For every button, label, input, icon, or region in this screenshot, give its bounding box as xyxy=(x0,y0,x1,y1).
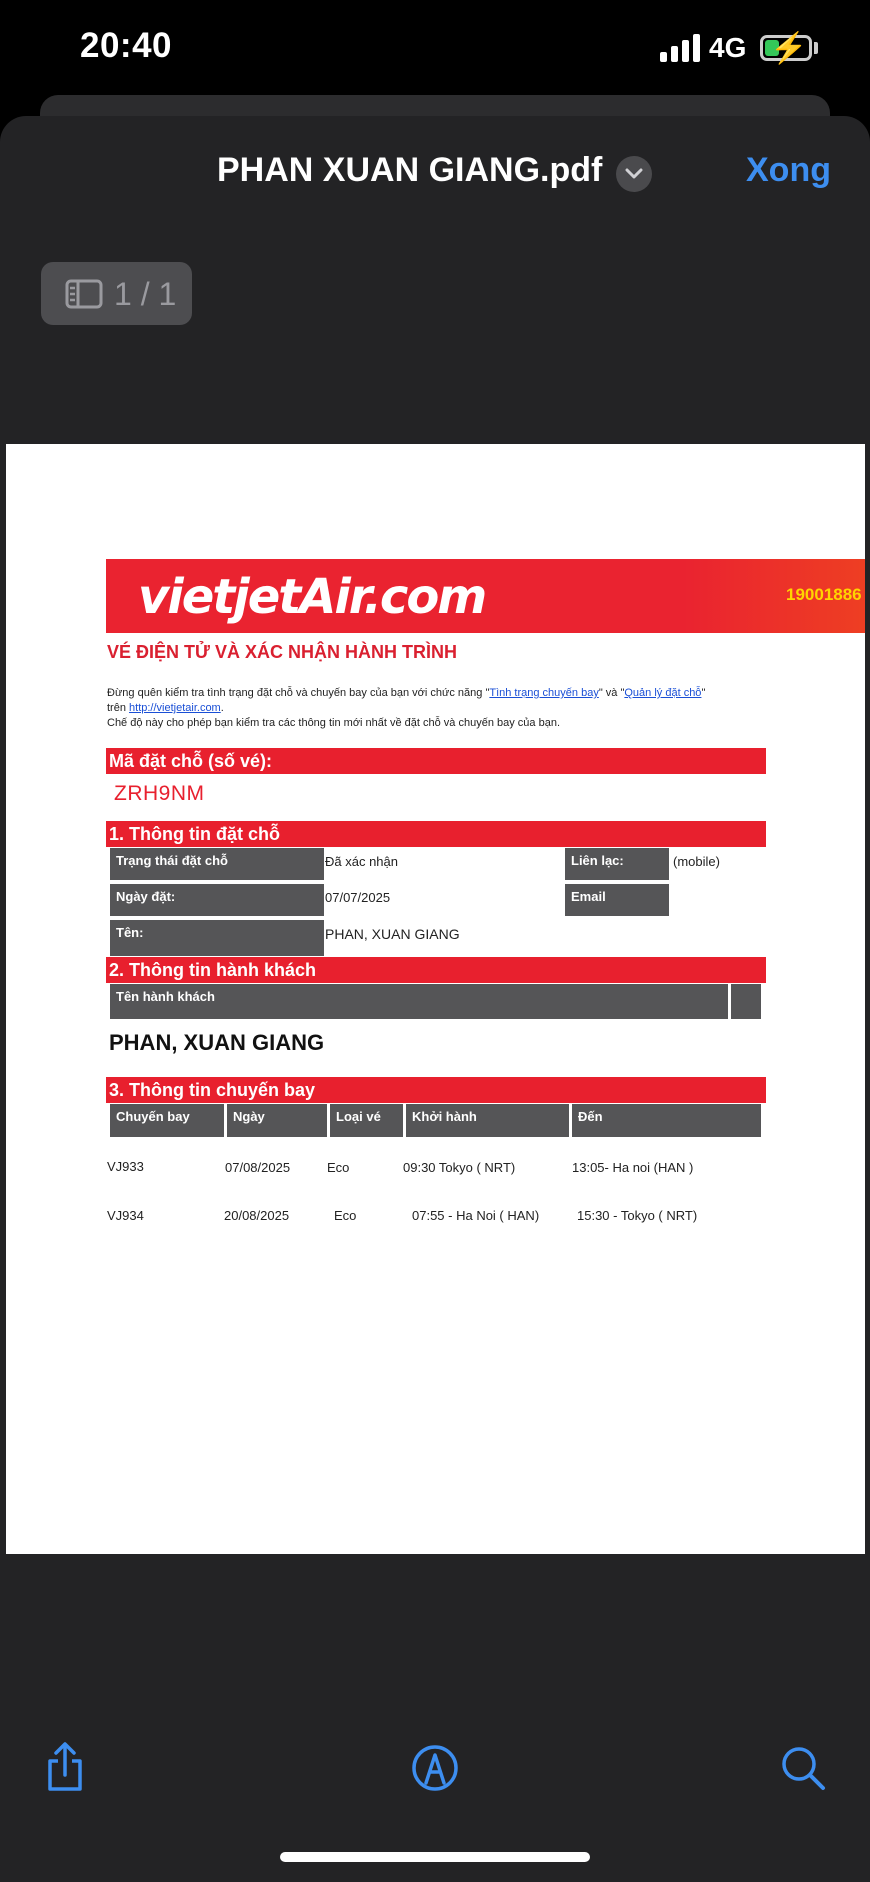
vietjet-logo: vietjetAir.com xyxy=(138,569,486,625)
markup-icon[interactable] xyxy=(412,1745,458,1791)
name-value: PHAN, XUAN GIANG xyxy=(325,926,460,942)
arrival: 15:30 - Tokyo ( NRT) xyxy=(577,1208,698,1223)
booking-date-value: 07/07/2025 xyxy=(325,890,391,905)
chevron-down-icon xyxy=(625,167,643,181)
title-menu-button[interactable] xyxy=(616,156,652,192)
booking-date-label: Ngày đặt: xyxy=(110,884,324,916)
manage-booking-link[interactable]: Quản lý đặt chỗ xyxy=(624,687,702,699)
email-label: Email xyxy=(565,884,669,916)
name-label: Tên: xyxy=(110,920,324,956)
header-fare: Loại vé xyxy=(330,1104,403,1137)
intro-text: Đừng quên kiểm tra tình trạng đặt chỗ và chuyến bay của bạn với chức năng "Tình trạng chuyến bay" và "Quản lý đặt chỗ" trên http://vietjetair.com. Chế độ này cho phép bạn kiểm tra các thông tin mới nhất về đặt chỗ và chuyến bay của bạn. xyxy=(107,687,706,729)
status-label: Trạng thái đặt chỗ xyxy=(110,848,324,880)
flight-status-link[interactable]: Tình trạng chuyến bay xyxy=(489,687,599,699)
header-arrival: Đến xyxy=(572,1104,761,1137)
flight-number: VJ934 xyxy=(107,1208,144,1223)
departure: 07:55 - Ha Noi ( HAN) xyxy=(412,1208,540,1223)
status-value: Đã xác nhận xyxy=(325,854,398,869)
header-departure: Khởi hành xyxy=(406,1104,569,1137)
booking-code-section: Mã đặt chỗ (số vé): xyxy=(106,748,766,774)
flight-date: 07/08/2025 xyxy=(225,1160,291,1175)
charging-bolt-icon: ⚡ xyxy=(770,32,808,65)
header-date: Ngày xyxy=(227,1104,327,1137)
section-booking-info: 1. Thông tin đặt chỗ xyxy=(106,821,766,847)
arrival: 13:05- Ha noi (HAN ) xyxy=(572,1160,694,1175)
page-indicator: 1 / 1 xyxy=(114,276,177,312)
status-bar xyxy=(0,0,870,100)
doc-heading: VÉ ĐIỆN TỬ VÀ XÁC NHẬN HÀNH TRÌNH xyxy=(107,642,457,662)
status-time: 20:40 xyxy=(80,26,173,65)
battery-cap xyxy=(814,42,818,54)
pdf-page[interactable] xyxy=(6,444,865,1554)
page-thumbnails-button[interactable] xyxy=(41,262,192,325)
passenger-name: PHAN, XUAN GIANG xyxy=(109,1030,325,1055)
search-icon[interactable] xyxy=(780,1745,826,1791)
network-type: 4G xyxy=(709,32,747,63)
done-button[interactable]: Xong xyxy=(746,151,831,189)
sidebar-icon xyxy=(65,279,105,309)
passenger-header: Tên hành khách xyxy=(110,984,728,1019)
section-flight-info: 3. Thông tin chuyến bay xyxy=(106,1077,766,1103)
contact-value: (mobile) xyxy=(673,854,720,869)
departure: 09:30 Tokyo ( NRT) xyxy=(403,1160,516,1175)
hotline-number: 19001886 xyxy=(786,585,862,604)
flight-number: VJ933 xyxy=(107,1159,144,1174)
home-indicator xyxy=(280,1852,590,1862)
fare-class: Eco xyxy=(327,1160,350,1175)
document-title[interactable]: PHAN XUAN GIANG.pdf xyxy=(217,151,603,189)
vietjet-website-link[interactable]: http://vietjetair.com xyxy=(129,702,221,714)
flight-date: 20/08/2025 xyxy=(224,1208,290,1223)
section-passenger-info: 2. Thông tin hành khách xyxy=(106,957,766,983)
passenger-header-extra xyxy=(731,984,761,1019)
vietjet-banner xyxy=(106,559,865,633)
fare-class: Eco xyxy=(334,1208,357,1223)
share-icon[interactable] xyxy=(44,1741,86,1793)
header-flight: Chuyến bay xyxy=(110,1104,224,1137)
booking-code: ZRH9NM xyxy=(114,782,205,805)
cellular-signal-icon xyxy=(660,34,700,62)
contact-label: Liên lạc: xyxy=(565,848,669,880)
